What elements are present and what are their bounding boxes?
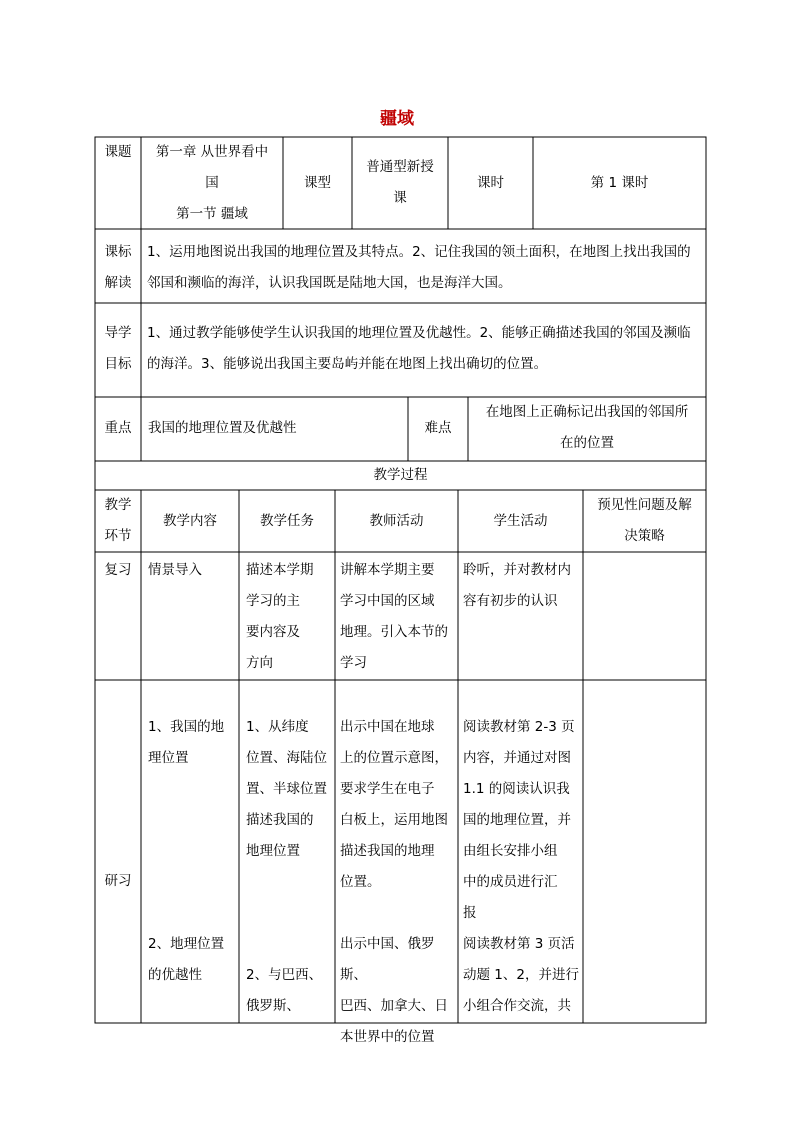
row-study-teacher-1: 出示中国在地球 上的位置示意图， 要求学生在电子 白板上，运用地图 描述我国的地理 位置。 <box>340 719 448 890</box>
hours-label: 课时 <box>477 175 504 191</box>
difficult-label: 难点 <box>424 420 452 436</box>
col-header-task: 教学任务 <box>260 513 314 529</box>
row-study-stage: 研习 <box>104 873 132 889</box>
process-heading: 教学过程 <box>373 467 428 483</box>
page-title: 疆域 <box>380 109 414 129</box>
row-study-content-1: 1、我国的地 理位置 <box>148 719 225 766</box>
col-header-content: 教学内容 <box>163 513 217 529</box>
goals-label: 导学 目标 <box>104 325 132 372</box>
row-review-student: 聆听，并对教材内 容有初步的认识 <box>463 562 571 609</box>
col-header-stage: 教学 环节 <box>104 497 132 544</box>
row-study-student-1: 阅读教材第 2-3 页 内容，并通过对图 1.1 的阅读认识我 国的地理位置，并 由组长安排小组 中的成员进行汇 报 <box>463 719 575 921</box>
standards-text: 1、运用地图说出我国的地理位置及其特点。2、记住我国的领土面积，在地图上找出我国的邻国和濒临的海洋，认识我国既是陆地大国，也是海洋大国。 <box>147 244 691 291</box>
col-header-teacher: 教师活动 <box>369 513 424 529</box>
course-label: 课题 <box>104 144 132 160</box>
hours-value: 第 1 课时 <box>590 175 649 191</box>
row-review-stage: 复习 <box>104 562 132 578</box>
type-label: 课型 <box>304 175 331 191</box>
row-review-content: 情景导入 <box>148 562 202 578</box>
row-study-teacher-2: 出示中国、俄罗斯、 巴西、加拿大、日 本世界中的位置 <box>340 936 448 1045</box>
key-label: 重点 <box>104 420 132 436</box>
row-study-task-2: 2、与巴西、 俄罗斯、 <box>246 967 323 1014</box>
row-review-teacher: 讲解本学期主要 学习中国的区域 地理。引入本节的 学习 <box>340 562 448 671</box>
row-review-task: 描述本学期 学习的主 要内容及 方向 <box>246 562 314 671</box>
standards-label: 课标 解读 <box>104 244 132 291</box>
col-header-strategy: 预见性问题及解 决策略 <box>597 497 692 544</box>
goals-text: 1、通过教学能够使学生认识我国的地理位置及优越性。2、能够正确描述我国的邻国及濒临的海洋。3、能够说出我国主要岛屿并能在地图上找出确切的位置。 <box>147 325 691 372</box>
col-header-student: 学生活动 <box>493 513 548 529</box>
row-study-student-2: 阅读教材第 3 页活 动题 1、2，并进行 小组合作交流，共 <box>463 936 579 1014</box>
row-study-task-1: 1、从纬度 位置、海陆位 置、半球位置 描述我国的 地理位置 <box>246 719 327 859</box>
type-value: 普通型新授 课 <box>366 159 434 206</box>
row-study-content-2: 2、地理位置 的优越性 <box>148 936 225 983</box>
key-text: 我国的地理位置及优越性 <box>148 420 297 436</box>
course-title: 第一章 从世界看中 国 第一节 疆域 <box>155 144 269 222</box>
difficult-text: 在地图上正确标记出我国的邻国所 在的位置 <box>485 404 689 451</box>
